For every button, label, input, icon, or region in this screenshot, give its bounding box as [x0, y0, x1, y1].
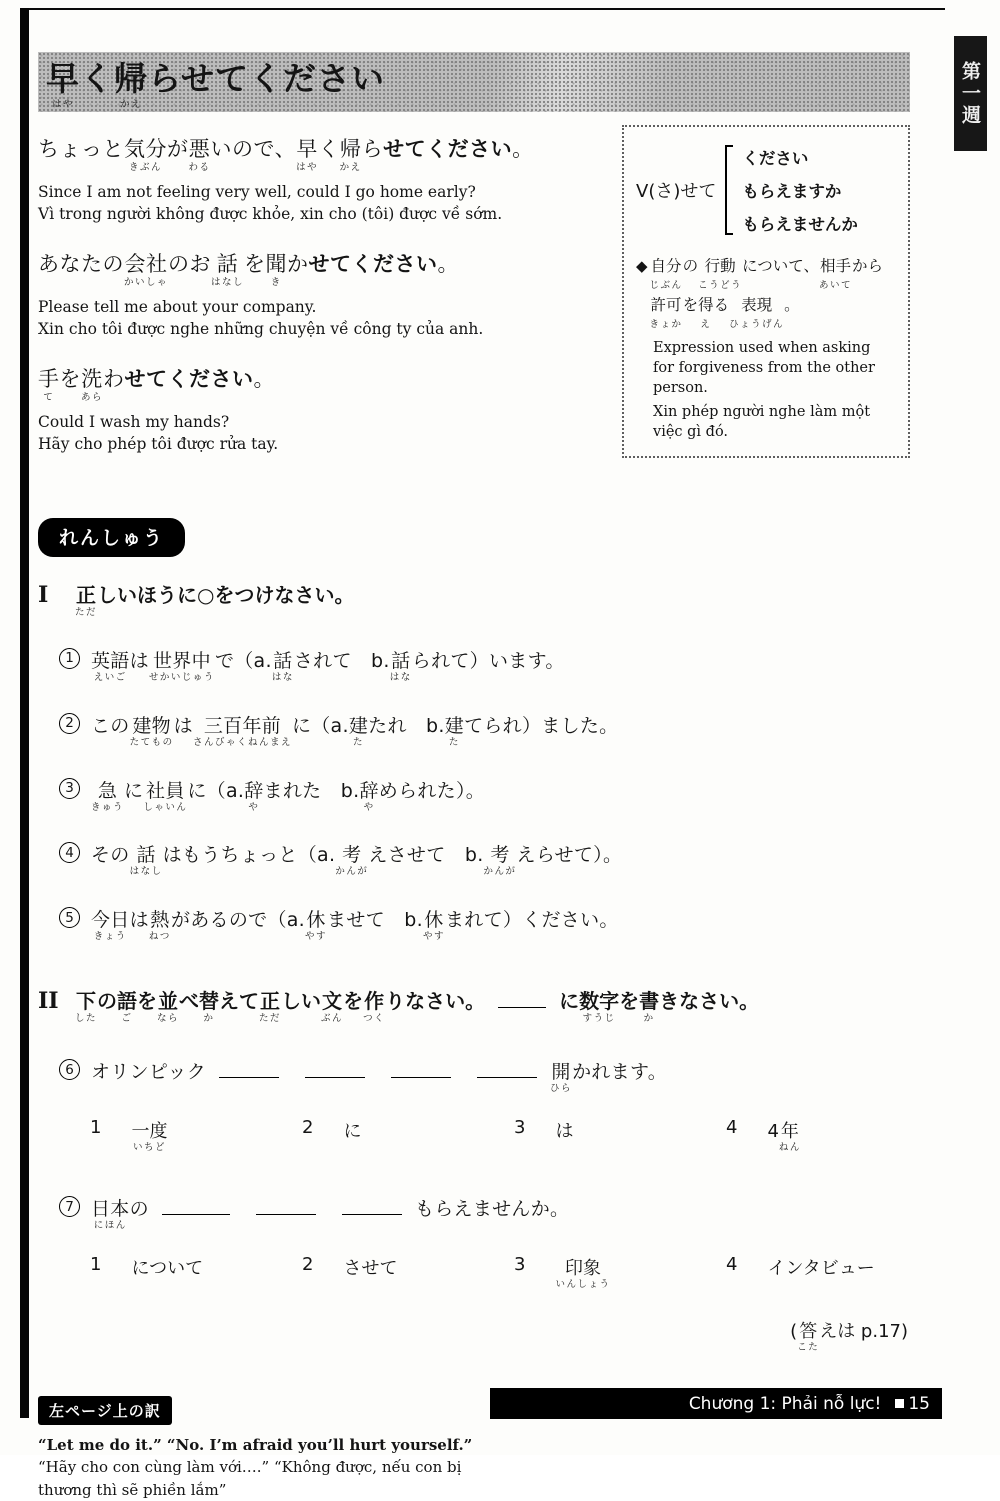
example-block [38, 363, 608, 455]
grammar-note-vietnamese: Xin phép người nghe làm một việc gì đó. [653, 403, 871, 440]
chapter-label: Chương 1: Phải nỗ lực! [688, 1393, 882, 1414]
page-content [38, 52, 910, 1501]
answer-note: ( 答 こた えは p.17) [790, 1320, 908, 1353]
section-1-header [38, 579, 910, 619]
translation-english: “Let me do it.” “No. I’m afraid you’ll hurt yourself.” [38, 1435, 473, 1454]
grammar-note [636, 253, 896, 331]
example-vietnamese: Vì trong người không được khỏe, xin cho (tôi) được về sớm. [38, 204, 503, 223]
practice-item [38, 711, 910, 749]
word-options-row [38, 1117, 910, 1154]
grammar-option: もらえませんか [742, 215, 858, 234]
practice-item [38, 1194, 910, 1232]
option-word: インタビュー [767, 1257, 875, 1279]
example-vietnamese: Xin cho tôi được nghe những chuyện về công ty của anh. [38, 319, 484, 338]
example-block [38, 248, 608, 340]
footer-bar [490, 1388, 942, 1419]
grammar-box [622, 125, 910, 458]
example-block [38, 133, 608, 225]
practice-item [38, 840, 910, 878]
practice-item [38, 905, 910, 943]
word-option [726, 1254, 910, 1291]
footer-square-icon [895, 1399, 904, 1408]
bracket-shape [725, 145, 733, 235]
week-tab: 第一週 [954, 36, 987, 151]
example-japanese: 手 て を 洗 あら わ せてください 。 [38, 366, 276, 403]
circled-number: 6 [59, 1059, 80, 1080]
grammar-options [742, 145, 858, 235]
practice-item-text: 今日 きょう は 熱 ねつ があるので（a. 休 やす ませて b. 休 やす まれて）ください。 [91, 909, 619, 943]
option-word: させて [343, 1257, 398, 1279]
word-options-row [38, 1254, 910, 1291]
option-number: 1 [90, 1117, 102, 1139]
option-number: 4 [726, 1117, 738, 1139]
example-english: Please tell me about your company. [38, 297, 317, 316]
practice-item-text: 英語 えいご は 世界中 せかいじゅう で（a. 話 はな されて b. 話 はな られて）います。 [91, 649, 565, 683]
word-option [726, 1117, 910, 1154]
practice-badge: れんしゅう [38, 518, 185, 557]
practice-item-text: オリンピック 開 ひら かれます。 [91, 1057, 667, 1095]
option-word: は [555, 1121, 574, 1143]
roman-numeral-1: I [38, 581, 49, 608]
section-2-instructions: 下 した の 語 ご を 並 なら べ 替 か えて 正 ただ しい 文 ぶん を 作 つく りなさい。 に 数字 すうじ を 書 か きなさい。 [75, 989, 760, 1025]
option-number: 3 [514, 1253, 526, 1275]
example-vietnamese: Hãy cho phép tôi được rửa tay. [38, 434, 279, 453]
option-number: 2 [302, 1117, 314, 1139]
circled-number: 2 [59, 713, 80, 734]
grammar-note-japanese: 自分 じぶん の 行動 こうどう について、 相手 あいて から 許可 きょか を 得 え る 表現 ひょうげん 。 [649, 257, 884, 330]
page-number: 15 [908, 1393, 930, 1414]
practice-item-text: この 建物 たてもの は 三百年前 さんびゃくねんまえ に（a. 建 た たれ b. 建 た てられ）ました。 [91, 714, 619, 748]
option-word: について [131, 1257, 204, 1279]
grammar-option: もらえますか [742, 182, 842, 201]
word-option [514, 1254, 726, 1291]
practice-item [38, 646, 910, 684]
option-word: 一度 いちど [131, 1121, 168, 1154]
section-2-header [38, 985, 910, 1025]
word-option [90, 1117, 302, 1154]
option-number: 4 [726, 1253, 738, 1275]
example-japanese: ちょっと 気分 きぶん が 悪 わる いので、 早 はや く 帰 かえ ら せてください 。 [38, 137, 534, 173]
circled-number: 5 [59, 907, 80, 928]
translation-badge: 左ページ上の訳 [38, 1396, 172, 1425]
example-english: Could I wash my hands? [38, 412, 230, 431]
circled-number: 1 [59, 648, 80, 669]
roman-numeral-2: II [38, 988, 59, 1015]
word-option [302, 1117, 514, 1154]
grammar-note-english: Expression used when asking for forgiveness from the other person. [653, 339, 875, 397]
word-option [90, 1254, 302, 1291]
word-option [302, 1254, 514, 1291]
intro-row [38, 125, 910, 478]
section-2 [38, 985, 910, 1354]
practice-item-text: 日本 にほん の もらえませんか。 [91, 1194, 569, 1232]
option-number: 1 [90, 1253, 102, 1275]
practice-item-text: その 話 はなし はもうちょっと（a. 考 かんが えさせて b. 考 かんが えらせて）。 [91, 844, 623, 878]
example-english: Since I am not feeling very well, could I go home early? [38, 182, 476, 201]
diamond-bullet-icon: ◆ [636, 257, 648, 275]
section-1-instructions: 正 ただ しいほうに○をつけなさい。 [75, 582, 355, 618]
circled-number: 4 [59, 842, 80, 863]
option-word: 印象 いんしょう [555, 1257, 611, 1290]
grammar-option: ください [742, 149, 809, 168]
practice-item-text: 急 きゅう に 社員 しゃいん に（a. 辞 や まれた b. 辞 や められた）。 [91, 779, 486, 813]
lesson-title-banner [38, 52, 910, 112]
grammar-pattern: V(さ)せて [636, 181, 717, 202]
word-option [514, 1117, 726, 1154]
page-top-edge [20, 8, 945, 10]
practice-item [38, 776, 910, 814]
option-word: 4 年 ねん [767, 1121, 801, 1154]
practice-item [38, 1057, 910, 1095]
section-1 [38, 579, 910, 944]
grammar-pattern-row [636, 145, 896, 235]
lesson-title: 早 はや く 帰 かえ らせてください [46, 59, 386, 111]
circled-number: 3 [59, 778, 80, 799]
option-number: 2 [302, 1253, 314, 1275]
translation-lines [38, 1434, 483, 1501]
example-japanese: あなたの 会社 かいしゃ のお 話 はなし を 聞 き か せてください 。 [38, 251, 460, 288]
option-word: に [343, 1121, 362, 1143]
left-border-strip [20, 8, 29, 1418]
circled-number: 7 [59, 1196, 80, 1217]
translation-vietnamese: “Hãy cho con cùng làm với….” “Không được, nếu con bị thương thì sẽ phiền lắm” [38, 1458, 462, 1499]
example-list [38, 125, 608, 478]
option-number: 3 [514, 1117, 526, 1139]
